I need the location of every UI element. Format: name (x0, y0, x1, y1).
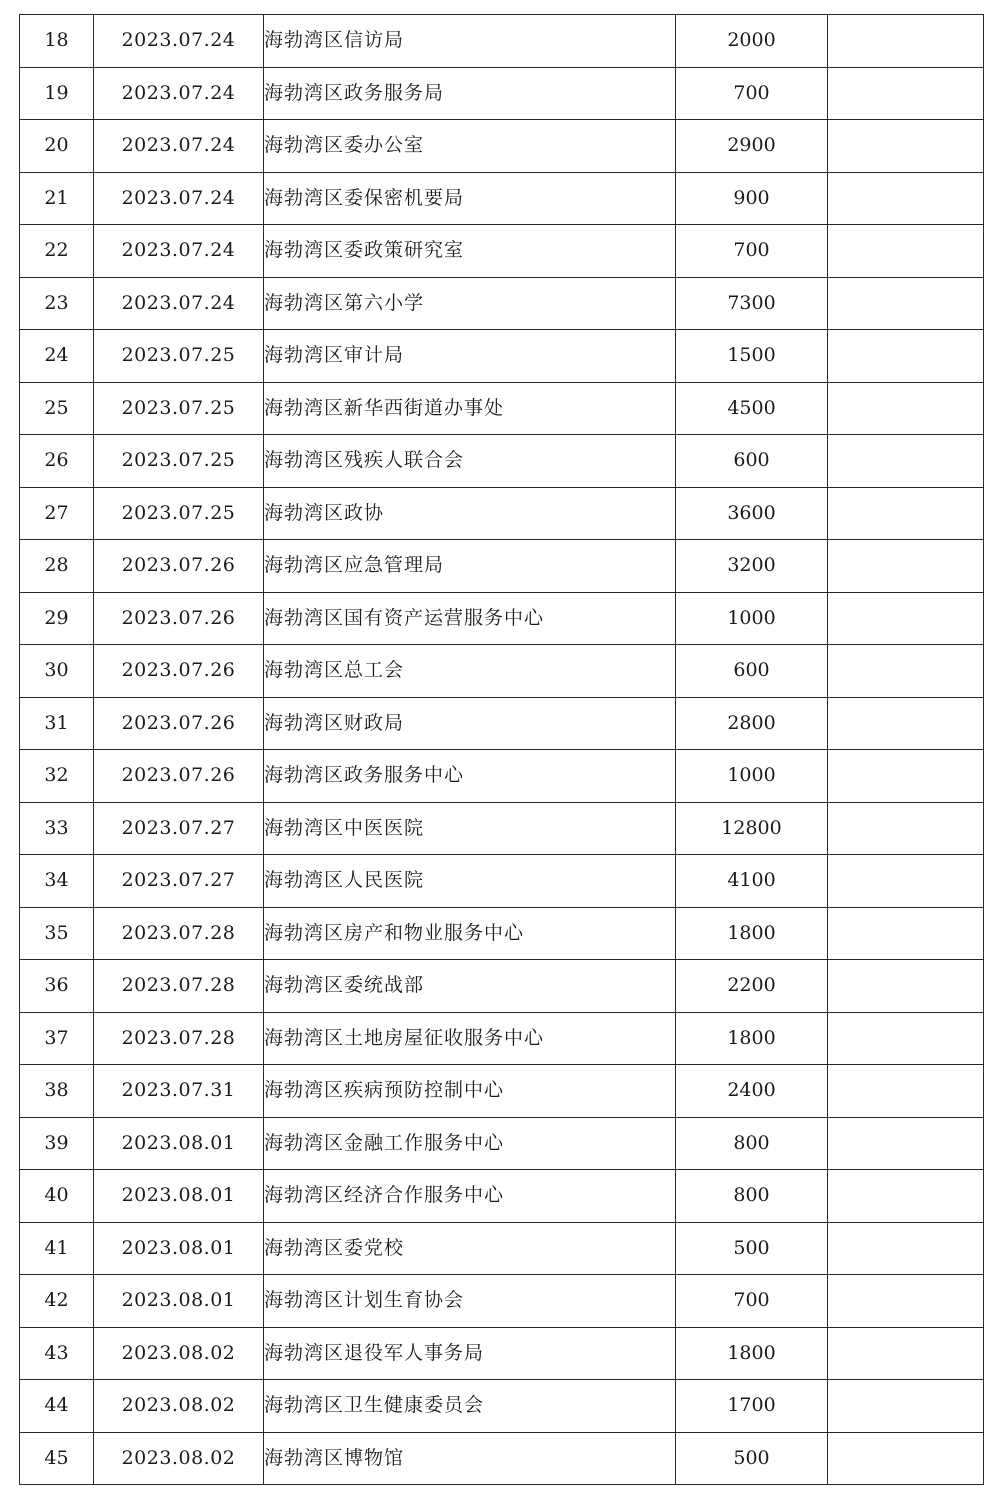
row-number-cell: 21 (20, 172, 94, 225)
row-number-cell: 30 (20, 645, 94, 698)
amount-cell: 700 (676, 67, 828, 120)
table-row (20, 487, 984, 540)
note-cell (828, 855, 984, 908)
table-row (20, 1012, 984, 1065)
amount-cell: 600 (676, 435, 828, 488)
date-cell: 2023.08.01 (94, 1170, 264, 1223)
note-cell (828, 645, 984, 698)
amount-cell: 700 (676, 1275, 828, 1328)
unit-name-cell: 海勃湾区应急管理局 (264, 540, 676, 593)
unit-name-cell: 海勃湾区委办公室 (264, 120, 676, 173)
table-row (20, 1222, 984, 1275)
unit-name-cell: 海勃湾区政务服务中心 (264, 750, 676, 803)
note-cell (828, 592, 984, 645)
amount-cell: 1500 (676, 330, 828, 383)
table-row (20, 1380, 984, 1433)
table-row (20, 697, 984, 750)
date-cell: 2023.07.28 (94, 960, 264, 1013)
note-cell (828, 172, 984, 225)
amount-cell: 800 (676, 1117, 828, 1170)
table-row (20, 855, 984, 908)
unit-name-cell: 海勃湾区金融工作服务中心 (264, 1117, 676, 1170)
amount-cell: 1800 (676, 907, 828, 960)
date-cell: 2023.07.24 (94, 225, 264, 278)
date-cell: 2023.07.31 (94, 1065, 264, 1118)
unit-name-cell: 海勃湾区卫生健康委员会 (264, 1380, 676, 1433)
note-cell (828, 697, 984, 750)
table-row (20, 592, 984, 645)
unit-name-cell: 海勃湾区房产和物业服务中心 (264, 907, 676, 960)
amount-cell: 3200 (676, 540, 828, 593)
row-number-cell: 25 (20, 382, 94, 435)
unit-name-cell: 海勃湾区审计局 (264, 330, 676, 383)
amount-cell: 12800 (676, 802, 828, 855)
amount-cell: 2200 (676, 960, 828, 1013)
donation-table (19, 14, 984, 1485)
table-row (20, 15, 984, 68)
unit-name-cell: 海勃湾区信访局 (264, 15, 676, 68)
row-number-cell: 37 (20, 1012, 94, 1065)
row-number-cell: 44 (20, 1380, 94, 1433)
amount-cell: 900 (676, 172, 828, 225)
row-number-cell: 39 (20, 1117, 94, 1170)
unit-name-cell: 海勃湾区委统战部 (264, 960, 676, 1013)
date-cell: 2023.07.26 (94, 592, 264, 645)
note-cell (828, 540, 984, 593)
note-cell (828, 1275, 984, 1328)
row-number-cell: 41 (20, 1222, 94, 1275)
note-cell (828, 1432, 984, 1485)
table-row (20, 1117, 984, 1170)
date-cell: 2023.07.28 (94, 1012, 264, 1065)
date-cell: 2023.07.26 (94, 645, 264, 698)
unit-name-cell: 海勃湾区国有资产运营服务中心 (264, 592, 676, 645)
date-cell: 2023.07.24 (94, 277, 264, 330)
row-number-cell: 23 (20, 277, 94, 330)
table-row (20, 435, 984, 488)
note-cell (828, 67, 984, 120)
note-cell (828, 15, 984, 68)
unit-name-cell: 海勃湾区疾病预防控制中心 (264, 1065, 676, 1118)
row-number-cell: 22 (20, 225, 94, 278)
row-number-cell: 26 (20, 435, 94, 488)
row-number-cell: 18 (20, 15, 94, 68)
row-number-cell: 35 (20, 907, 94, 960)
table-row (20, 1327, 984, 1380)
amount-cell: 500 (676, 1432, 828, 1485)
table-row (20, 540, 984, 593)
unit-name-cell: 海勃湾区博物馆 (264, 1432, 676, 1485)
amount-cell: 2400 (676, 1065, 828, 1118)
unit-name-cell: 海勃湾区退役军人事务局 (264, 1327, 676, 1380)
note-cell (828, 225, 984, 278)
amount-cell: 500 (676, 1222, 828, 1275)
note-cell (828, 907, 984, 960)
unit-name-cell: 海勃湾区计划生育协会 (264, 1275, 676, 1328)
date-cell: 2023.07.25 (94, 435, 264, 488)
date-cell: 2023.07.26 (94, 697, 264, 750)
note-cell (828, 1117, 984, 1170)
row-number-cell: 42 (20, 1275, 94, 1328)
date-cell: 2023.08.01 (94, 1275, 264, 1328)
date-cell: 2023.08.02 (94, 1380, 264, 1433)
date-cell: 2023.07.24 (94, 15, 264, 68)
unit-name-cell: 海勃湾区人民医院 (264, 855, 676, 908)
row-number-cell: 29 (20, 592, 94, 645)
row-number-cell: 33 (20, 802, 94, 855)
row-number-cell: 20 (20, 120, 94, 173)
table-row (20, 1275, 984, 1328)
table-row (20, 1170, 984, 1223)
row-number-cell: 31 (20, 697, 94, 750)
note-cell (828, 120, 984, 173)
table-row (20, 330, 984, 383)
note-cell (828, 1380, 984, 1433)
unit-name-cell: 海勃湾区财政局 (264, 697, 676, 750)
table-row (20, 67, 984, 120)
date-cell: 2023.08.01 (94, 1117, 264, 1170)
amount-cell: 3600 (676, 487, 828, 540)
table-row (20, 750, 984, 803)
date-cell: 2023.07.25 (94, 487, 264, 540)
note-cell (828, 487, 984, 540)
note-cell (828, 1012, 984, 1065)
unit-name-cell: 海勃湾区总工会 (264, 645, 676, 698)
date-cell: 2023.07.28 (94, 907, 264, 960)
unit-name-cell: 海勃湾区中医医院 (264, 802, 676, 855)
table-row (20, 120, 984, 173)
table-row (20, 960, 984, 1013)
amount-cell: 1700 (676, 1380, 828, 1433)
note-cell (828, 277, 984, 330)
date-cell: 2023.08.01 (94, 1222, 264, 1275)
amount-cell: 600 (676, 645, 828, 698)
row-number-cell: 19 (20, 67, 94, 120)
note-cell (828, 330, 984, 383)
amount-cell: 1000 (676, 592, 828, 645)
row-number-cell: 32 (20, 750, 94, 803)
row-number-cell: 45 (20, 1432, 94, 1485)
table-row (20, 382, 984, 435)
unit-name-cell: 海勃湾区新华西街道办事处 (264, 382, 676, 435)
unit-name-cell: 海勃湾区政协 (264, 487, 676, 540)
table-row (20, 907, 984, 960)
note-cell (828, 802, 984, 855)
table-row (20, 225, 984, 278)
date-cell: 2023.07.25 (94, 330, 264, 383)
amount-cell: 2000 (676, 15, 828, 68)
note-cell (828, 750, 984, 803)
amount-cell: 1000 (676, 750, 828, 803)
note-cell (828, 1065, 984, 1118)
date-cell: 2023.07.25 (94, 382, 264, 435)
row-number-cell: 34 (20, 855, 94, 908)
row-number-cell: 38 (20, 1065, 94, 1118)
table-row (20, 1065, 984, 1118)
table-row (20, 802, 984, 855)
unit-name-cell: 海勃湾区第六小学 (264, 277, 676, 330)
table-row (20, 172, 984, 225)
table-body (20, 15, 984, 1485)
amount-cell: 4500 (676, 382, 828, 435)
amount-cell: 2800 (676, 697, 828, 750)
unit-name-cell: 海勃湾区土地房屋征收服务中心 (264, 1012, 676, 1065)
amount-cell: 4100 (676, 855, 828, 908)
row-number-cell: 24 (20, 330, 94, 383)
unit-name-cell: 海勃湾区残疾人联合会 (264, 435, 676, 488)
unit-name-cell: 海勃湾区委党校 (264, 1222, 676, 1275)
unit-name-cell: 海勃湾区委保密机要局 (264, 172, 676, 225)
table-row (20, 277, 984, 330)
row-number-cell: 27 (20, 487, 94, 540)
amount-cell: 1800 (676, 1327, 828, 1380)
table-row (20, 1432, 984, 1485)
date-cell: 2023.07.26 (94, 750, 264, 803)
note-cell (828, 382, 984, 435)
date-cell: 2023.08.02 (94, 1432, 264, 1485)
note-cell (828, 1327, 984, 1380)
note-cell (828, 960, 984, 1013)
date-cell: 2023.07.24 (94, 67, 264, 120)
unit-name-cell: 海勃湾区经济合作服务中心 (264, 1170, 676, 1223)
date-cell: 2023.07.27 (94, 802, 264, 855)
table-row (20, 645, 984, 698)
note-cell (828, 1170, 984, 1223)
row-number-cell: 40 (20, 1170, 94, 1223)
amount-cell: 700 (676, 225, 828, 278)
note-cell (828, 1222, 984, 1275)
amount-cell: 800 (676, 1170, 828, 1223)
date-cell: 2023.07.26 (94, 540, 264, 593)
row-number-cell: 28 (20, 540, 94, 593)
amount-cell: 7300 (676, 277, 828, 330)
date-cell: 2023.08.02 (94, 1327, 264, 1380)
unit-name-cell: 海勃湾区政务服务局 (264, 67, 676, 120)
unit-name-cell: 海勃湾区委政策研究室 (264, 225, 676, 278)
date-cell: 2023.07.27 (94, 855, 264, 908)
row-number-cell: 43 (20, 1327, 94, 1380)
note-cell (828, 435, 984, 488)
row-number-cell: 36 (20, 960, 94, 1013)
date-cell: 2023.07.24 (94, 120, 264, 173)
amount-cell: 1800 (676, 1012, 828, 1065)
date-cell: 2023.07.24 (94, 172, 264, 225)
amount-cell: 2900 (676, 120, 828, 173)
